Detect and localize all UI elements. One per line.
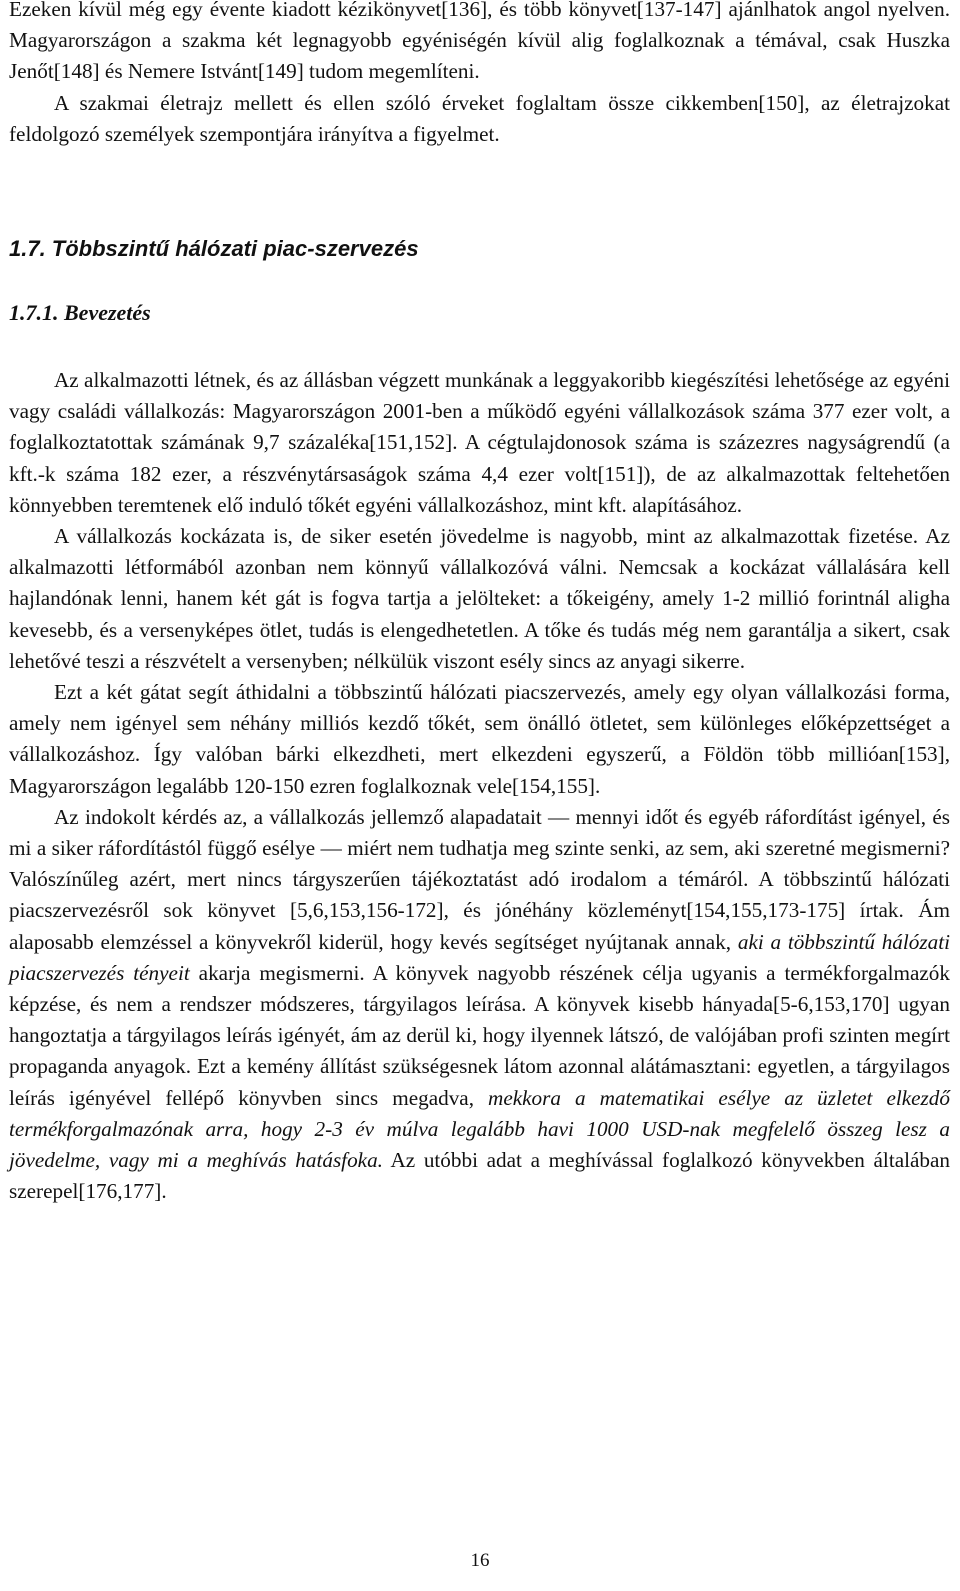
body-paragraph-4-emphasis-1: aki a többszintű hálózati piacszervezés tényeit	[9, 929, 950, 985]
subsection-heading: 1.7.1. Bevezetés	[9, 300, 151, 325]
body-paragraph-4	[9, 802, 950, 1208]
body-paragraph-3: Ezt a két gátat segít áthidalni a többszintű hálózati piacszervezés, amely egy olyan vállalkozási forma, amely nem igényel sem néhány milliós kezdő tőkét, sem önálló ötletet, sem különleges előképzettséget a vállalkozáshoz. Így valóban bárki elkezdheti, mert elkezdeni egyszerű, a Földön több millióan[153], Magyarországon legalább 120-150 ezren foglalkoznak vele[154,155].	[9, 680, 950, 798]
intro-paragraph-1: Ezeken kívül még egy évente kiadott kézikönyvet[136], és több könyvet[137-147] ajánlhatok angol nyelven. Magyarországon a szakma két legnagyobb egyéniségén kívül alig foglalkoznak a témával, csak Huszka Jenőt[148] és Nemere Istvánt[149] tudom megemlíteni.	[9, 0, 950, 84]
body-paragraph-4-text-a: Az indokolt kérdés az, a vállalkozás jellemző alapadatait — mennyi időt és egyéb ráfordítást igényel, és mi a siker ráfordítástól függő esélye — miért nem tudhatja meg szinte senki, az sem, aki szeretné megismerni? Valószínűleg azért, mert nincs tárgyszerűen tájékoztatást adó irodalom a témáról. A többszintű hálózati piacszervezésről sok könyvet [5,6,153,156-172], és jónéhány közleményt[154,155,173-175] írtak. Ám alaposabb elemzéssel a könyvekről kiderül, hogy kevés segítséget nyújtanak annak,	[9, 804, 950, 954]
body-paragraph-4-text-c: Az utóbbi adat a meghívással foglalkozó könyvekben általában szerepel[176,177].	[9, 1148, 950, 1204]
body-paragraph-2: A vállalkozás kockázata is, de siker esetén jövedelme is nagyobb, mint az alkalmazottak fizetése. Az alkalmazotti létformából azonban nem könnyű vállalkozóvá válni. Nemcsak a kockázat vállalására kell hajlandónak lenni, hanem két gát is fogva tartja a jelölteket: a tőkeigény, amely 1-2 millió forintnál aligha kevesebb, és a versenyképes ötlet, tudás is elengedhetetlen. A tőke és tudás még nem garantálja a sikert, csak lehetővé teszi a részvételt a versenyben; nélkülük viszont esély sincs az anyagi sikerre.	[9, 524, 950, 673]
intro-block	[9, 0, 950, 150]
body-paragraph-1: Az alkalmazotti létnek, és az állásban végzett munkának a leggyakoribb kiegészítési lehetősége az egyéni vagy családi vállalkozás: Magyarországon 2001-ben a működő egyéni vállalkozások száma 377 ezer volt, a foglalkoztatottak számának 9,7 százaléka[151,152]. A cégtulajdonosok száma is százezres nagyságrendű (a kft.-k száma 182 ezer, a részvénytársaságok száma 4,4 ezer volt[151]), de az alkalmazottak feltehetően könnyebben teremtenek elő induló tőkét egyéni vállalkozáshoz, mint kft. alapításához.	[9, 368, 950, 517]
body-block	[9, 365, 950, 1207]
body-paragraph-4-emphasis-2: mekkora a matematikai esélye az üzletet elkezdő termékforgalmazónak arra, hogy 2-3 év múlva legalább havi 1000 USD-nak megfelelő összeg lesz a jövedelme, vagy mi a meghívás hatásfoka.	[9, 1085, 950, 1173]
page-number: 16	[470, 1550, 490, 1571]
body-paragraph-4-text-b: akarja megismerni. A könyvek nagyobb részének célja ugyanis a termékforgalmazók képzése, és nem a rendszer módszeres, tárgyilagos leírása. A könyvek kisebb hányada[5-6,153,170] ugyan hangoztatja a tárgyilagos leírás igényét, ám az derül ki, hogy ilyennek látszó, de valójában profi szinten megírt propaganda anyagok. Ezt a kemény állítást szükségesnek látom azonnal alátámasztani: egyetlen, a tárgyilagos leírás igényével fellépő könyvben sincs megadva,	[9, 960, 950, 1110]
intro-paragraph-2: A szakmai életrajz mellett és ellen szóló érveket foglaltam össze cikkemben[150], az életrajzokat feldolgozó személyek szempontjára irányítva a figyelmet.	[9, 90, 950, 146]
section-heading: 1.7. Többszintű hálózati piac-szervezés	[9, 236, 419, 261]
